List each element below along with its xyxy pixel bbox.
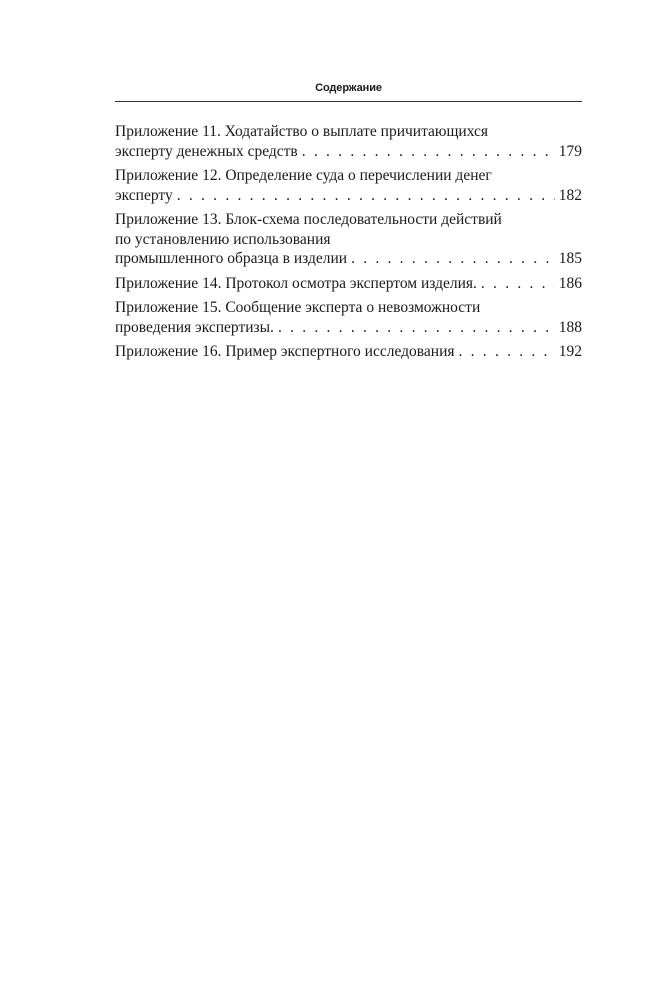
toc-page-number: 186 (558, 274, 582, 292)
toc-entry-text: проведения экспертизы. (115, 318, 274, 336)
toc-entry-text: промышленного образца в изделии (115, 250, 348, 267)
toc-entry-text: Приложение 13. Блок-схема последовательности действий (115, 211, 502, 228)
toc-entry-text: Приложение 11. Ходатайство о выплате причитающихся (115, 123, 489, 140)
toc-entry-last-line (115, 249, 582, 269)
toc-entry-appendix-16[interactable] (115, 342, 582, 362)
toc-page-number: 182 (558, 186, 582, 204)
toc-page-number: 192 (558, 343, 582, 360)
toc-entry-appendix-15[interactable] (115, 298, 582, 337)
toc-entry-text: Приложение 12. Определение суда о перечислении денег (115, 167, 492, 184)
dot-leader (351, 249, 555, 269)
toc-entry-text: эксперту денежных средств (115, 142, 298, 160)
toc-entry-appendix-14[interactable] (115, 274, 582, 294)
toc-entry-last-line (115, 274, 582, 294)
toc-entry-appendix-12[interactable] (115, 166, 582, 205)
header-divider (115, 101, 582, 102)
toc-entry-text: Приложение 16. Пример экспертного исследования (115, 343, 455, 360)
toc-entry-appendix-13[interactable] (115, 210, 582, 269)
page-header-title: Содержание (315, 82, 382, 94)
toc-entry-last-line (115, 142, 582, 162)
toc-page-number: 179 (558, 142, 582, 160)
dot-leader (481, 274, 555, 294)
toc-page-number: 185 (558, 250, 582, 267)
toc-entry-last-line (115, 318, 582, 338)
toc-entry-appendix-11[interactable] (115, 122, 582, 161)
dot-leader (177, 186, 555, 206)
toc-entry-last-line (115, 186, 582, 206)
table-of-contents (115, 122, 582, 367)
toc-page-number: 188 (558, 318, 582, 336)
toc-entry-text: Приложение 15. Сообщение эксперта о невозможности (115, 299, 481, 316)
dot-leader (278, 318, 555, 338)
toc-entry-text: эксперту (115, 186, 173, 204)
toc-entry-text: по установлению использования (115, 230, 331, 248)
dot-leader (459, 342, 555, 362)
toc-entry-last-line (115, 342, 582, 362)
toc-entry-text: Приложение 14. Протокол осмотра экспертом изделия. (115, 274, 477, 292)
dot-leader (302, 142, 555, 162)
